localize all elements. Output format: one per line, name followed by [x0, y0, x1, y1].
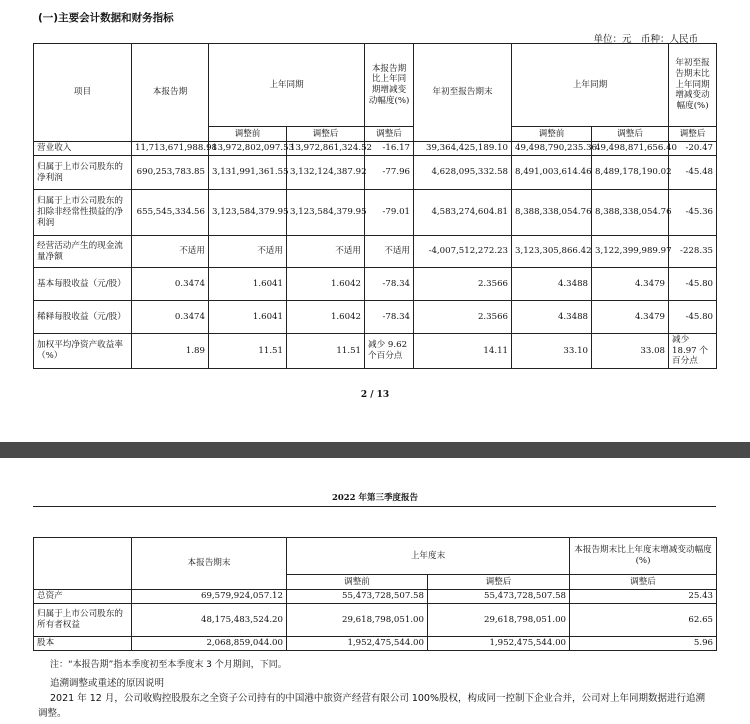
key-financial-data-table [33, 43, 717, 369]
cell-value: 1.6042 [287, 301, 365, 334]
cell-value: 减少 18.97 个百分点 [669, 334, 717, 369]
cell-value: -45.48 [669, 156, 717, 190]
cell-value: -78.34 [365, 301, 414, 334]
cell-value: -4,007,512,272.23 [414, 236, 512, 268]
cell-value: 1.6042 [287, 268, 365, 301]
footnote: 注：“本报告期”指本季度初至本季度末 3 个月期间，下同。 [50, 660, 287, 670]
table-row [34, 604, 717, 637]
cell-value: 55,473,728,507.58 [287, 590, 428, 604]
subheader-after: 调整后 [592, 127, 669, 142]
cell-value: 4,583,274,604.81 [414, 190, 512, 236]
cell-value: 不适用 [287, 236, 365, 268]
row-label: 营业收入 [34, 142, 132, 156]
cell-value: 49,498,871,656.40 [592, 142, 669, 156]
table-row [34, 236, 717, 268]
table-row [34, 142, 717, 156]
cell-value: 62.65 [570, 604, 717, 637]
header-change-ytd: 年初至报告期末比上年同期增减变动幅度(%) [669, 44, 717, 127]
cell-value: 3,132,124,387.92 [287, 156, 365, 190]
cell-value: -16.17 [365, 142, 414, 156]
cell-value: 13,972,861,324.52 [287, 142, 365, 156]
cell-value: 不适用 [132, 236, 209, 268]
cell-value: 1.6041 [209, 268, 287, 301]
cell-value: 33.08 [592, 334, 669, 369]
table-row [34, 301, 717, 334]
cell-value: -20.47 [669, 142, 717, 156]
cell-value: 29,618,798,051.00 [428, 604, 570, 637]
table-row [34, 190, 717, 236]
table-row [34, 156, 717, 190]
cell-value: 4.3488 [512, 301, 592, 334]
row-label: 归属于上市公司股东的扣除非经常性损益的净利润 [34, 190, 132, 236]
header-ytd: 年初至报告期末 [414, 44, 512, 142]
subheader-after: 调整后 [669, 127, 717, 142]
subheading: 追溯调整或重述的原因说明 [50, 678, 165, 689]
cell-value: 3,122,399,989.97 [592, 236, 669, 268]
header-change-period: 本报告期比上年同期增减变动幅度(%) [365, 44, 414, 127]
cell-value: 8,491,003,614.46 [512, 156, 592, 190]
subheader-before: 调整前 [209, 127, 287, 142]
cell-value: 1,952,475,544.00 [287, 637, 428, 651]
cell-value: 8,388,338,054.76 [592, 190, 669, 236]
header-prior-year-end: 上年度末 [287, 538, 570, 575]
header-rule [33, 506, 716, 507]
cell-value: 8,489,178,190.02 [592, 156, 669, 190]
subheader-after: 调整后 [287, 127, 365, 142]
cell-value: 3,131,991,361.55 [209, 156, 287, 190]
row-label: 加权平均净资产收益率（%） [34, 334, 132, 369]
cell-value: -45.80 [669, 301, 717, 334]
cell-value: 8,388,338,054.76 [512, 190, 592, 236]
row-label: 基本每股收益（元/股） [34, 268, 132, 301]
cell-value: 0.3474 [132, 268, 209, 301]
cell-value: 不适用 [209, 236, 287, 268]
cell-value: 1.89 [132, 334, 209, 369]
row-label: 稀释每股收益（元/股） [34, 301, 132, 334]
cell-value: 3,123,305,866.42 [512, 236, 592, 268]
header-prior-ytd: 上年同期 [512, 44, 669, 127]
table-row [34, 334, 717, 369]
running-header: 2022 年第三季度报告 [331, 493, 419, 503]
cell-value: 3,123,584,379.95 [287, 190, 365, 236]
cell-value: 2.3566 [414, 301, 512, 334]
unit-currency-line: 单位：元 币种：人民币 [593, 34, 698, 45]
subheader-after: 调整后 [428, 575, 570, 590]
header-change: 本报告期末比上年度末增减变动幅度(%) [570, 538, 717, 575]
cell-value: 29,618,798,051.00 [287, 604, 428, 637]
cell-value: 不适用 [365, 236, 414, 268]
table-row [34, 268, 717, 301]
balance-data-table [33, 537, 717, 651]
header-prior-same-period: 上年同期 [209, 44, 365, 127]
cell-value: 3,123,584,379.95 [209, 190, 287, 236]
cell-value: 2.3566 [414, 268, 512, 301]
cell-value: 13,972,802,097.53 [209, 142, 287, 156]
cell-value: 11.51 [209, 334, 287, 369]
row-label: 股本 [34, 637, 132, 651]
subheader-after: 调整后 [365, 127, 414, 142]
header-current-period: 本报告期 [132, 44, 209, 142]
cell-value: 4.3479 [592, 268, 669, 301]
cell-value: 11,713,671,988.98 [132, 142, 209, 156]
cell-value: 69,579,924,057.12 [132, 590, 287, 604]
cell-value: 1,952,475,544.00 [428, 637, 570, 651]
header-current-end: 本报告期末 [132, 538, 287, 590]
cell-value: 5.96 [570, 637, 717, 651]
row-label: 归属于上市公司股东的所有者权益 [34, 604, 132, 637]
subheader-after: 调整后 [570, 575, 717, 590]
subheader-before: 调整前 [287, 575, 428, 590]
explanation-paragraph: 2021 年 12 月，公司收购控股股东之全资子公司持有的中国港中旅资产经营有限公司 100%股权，构成同一控制下企业合并，公司对上年同期数据进行追溯调整。 [38, 693, 706, 719]
cell-value: 0.3474 [132, 301, 209, 334]
cell-value: -45.80 [669, 268, 717, 301]
cell-value: -79.01 [365, 190, 414, 236]
subheader-before: 调整前 [512, 127, 592, 142]
table-row [34, 637, 717, 651]
cell-value: 1.6041 [209, 301, 287, 334]
row-label: 归属于上市公司股东的净利润 [34, 156, 132, 190]
cell-value: 655,545,334.56 [132, 190, 209, 236]
cell-value: 2,068,859,044.00 [132, 637, 287, 651]
cell-value: 25.43 [570, 590, 717, 604]
cell-value: 33.10 [512, 334, 592, 369]
cell-value: -77.96 [365, 156, 414, 190]
cell-value: 4.3479 [592, 301, 669, 334]
cell-value: -228.35 [669, 236, 717, 268]
cell-value: -45.36 [669, 190, 717, 236]
cell-value: 55,473,728,507.58 [428, 590, 570, 604]
cell-value: 4,628,095,332.58 [414, 156, 512, 190]
row-label: 经营活动产生的现金流量净额 [34, 236, 132, 268]
cell-value: 减少 9.62 个百分点 [365, 334, 414, 369]
cell-value: 11.51 [287, 334, 365, 369]
header-item: 项目 [34, 44, 132, 142]
cell-value: 49,498,790,235.36 [512, 142, 592, 156]
cell-value: 39,364,425,189.10 [414, 142, 512, 156]
page-number: 2 / 13 [360, 390, 390, 400]
cell-value: 14.11 [414, 334, 512, 369]
cell-value: -78.34 [365, 268, 414, 301]
cell-value: 48,175,483,524.20 [132, 604, 287, 637]
table-row [34, 590, 717, 604]
section-title: (一)主要会计数据和财务指标 [38, 12, 174, 24]
cell-value: 4.3488 [512, 268, 592, 301]
page-separator [0, 442, 750, 458]
cell-value: 690,253,783.85 [132, 156, 209, 190]
header-empty [34, 538, 132, 590]
row-label: 总资产 [34, 590, 132, 604]
